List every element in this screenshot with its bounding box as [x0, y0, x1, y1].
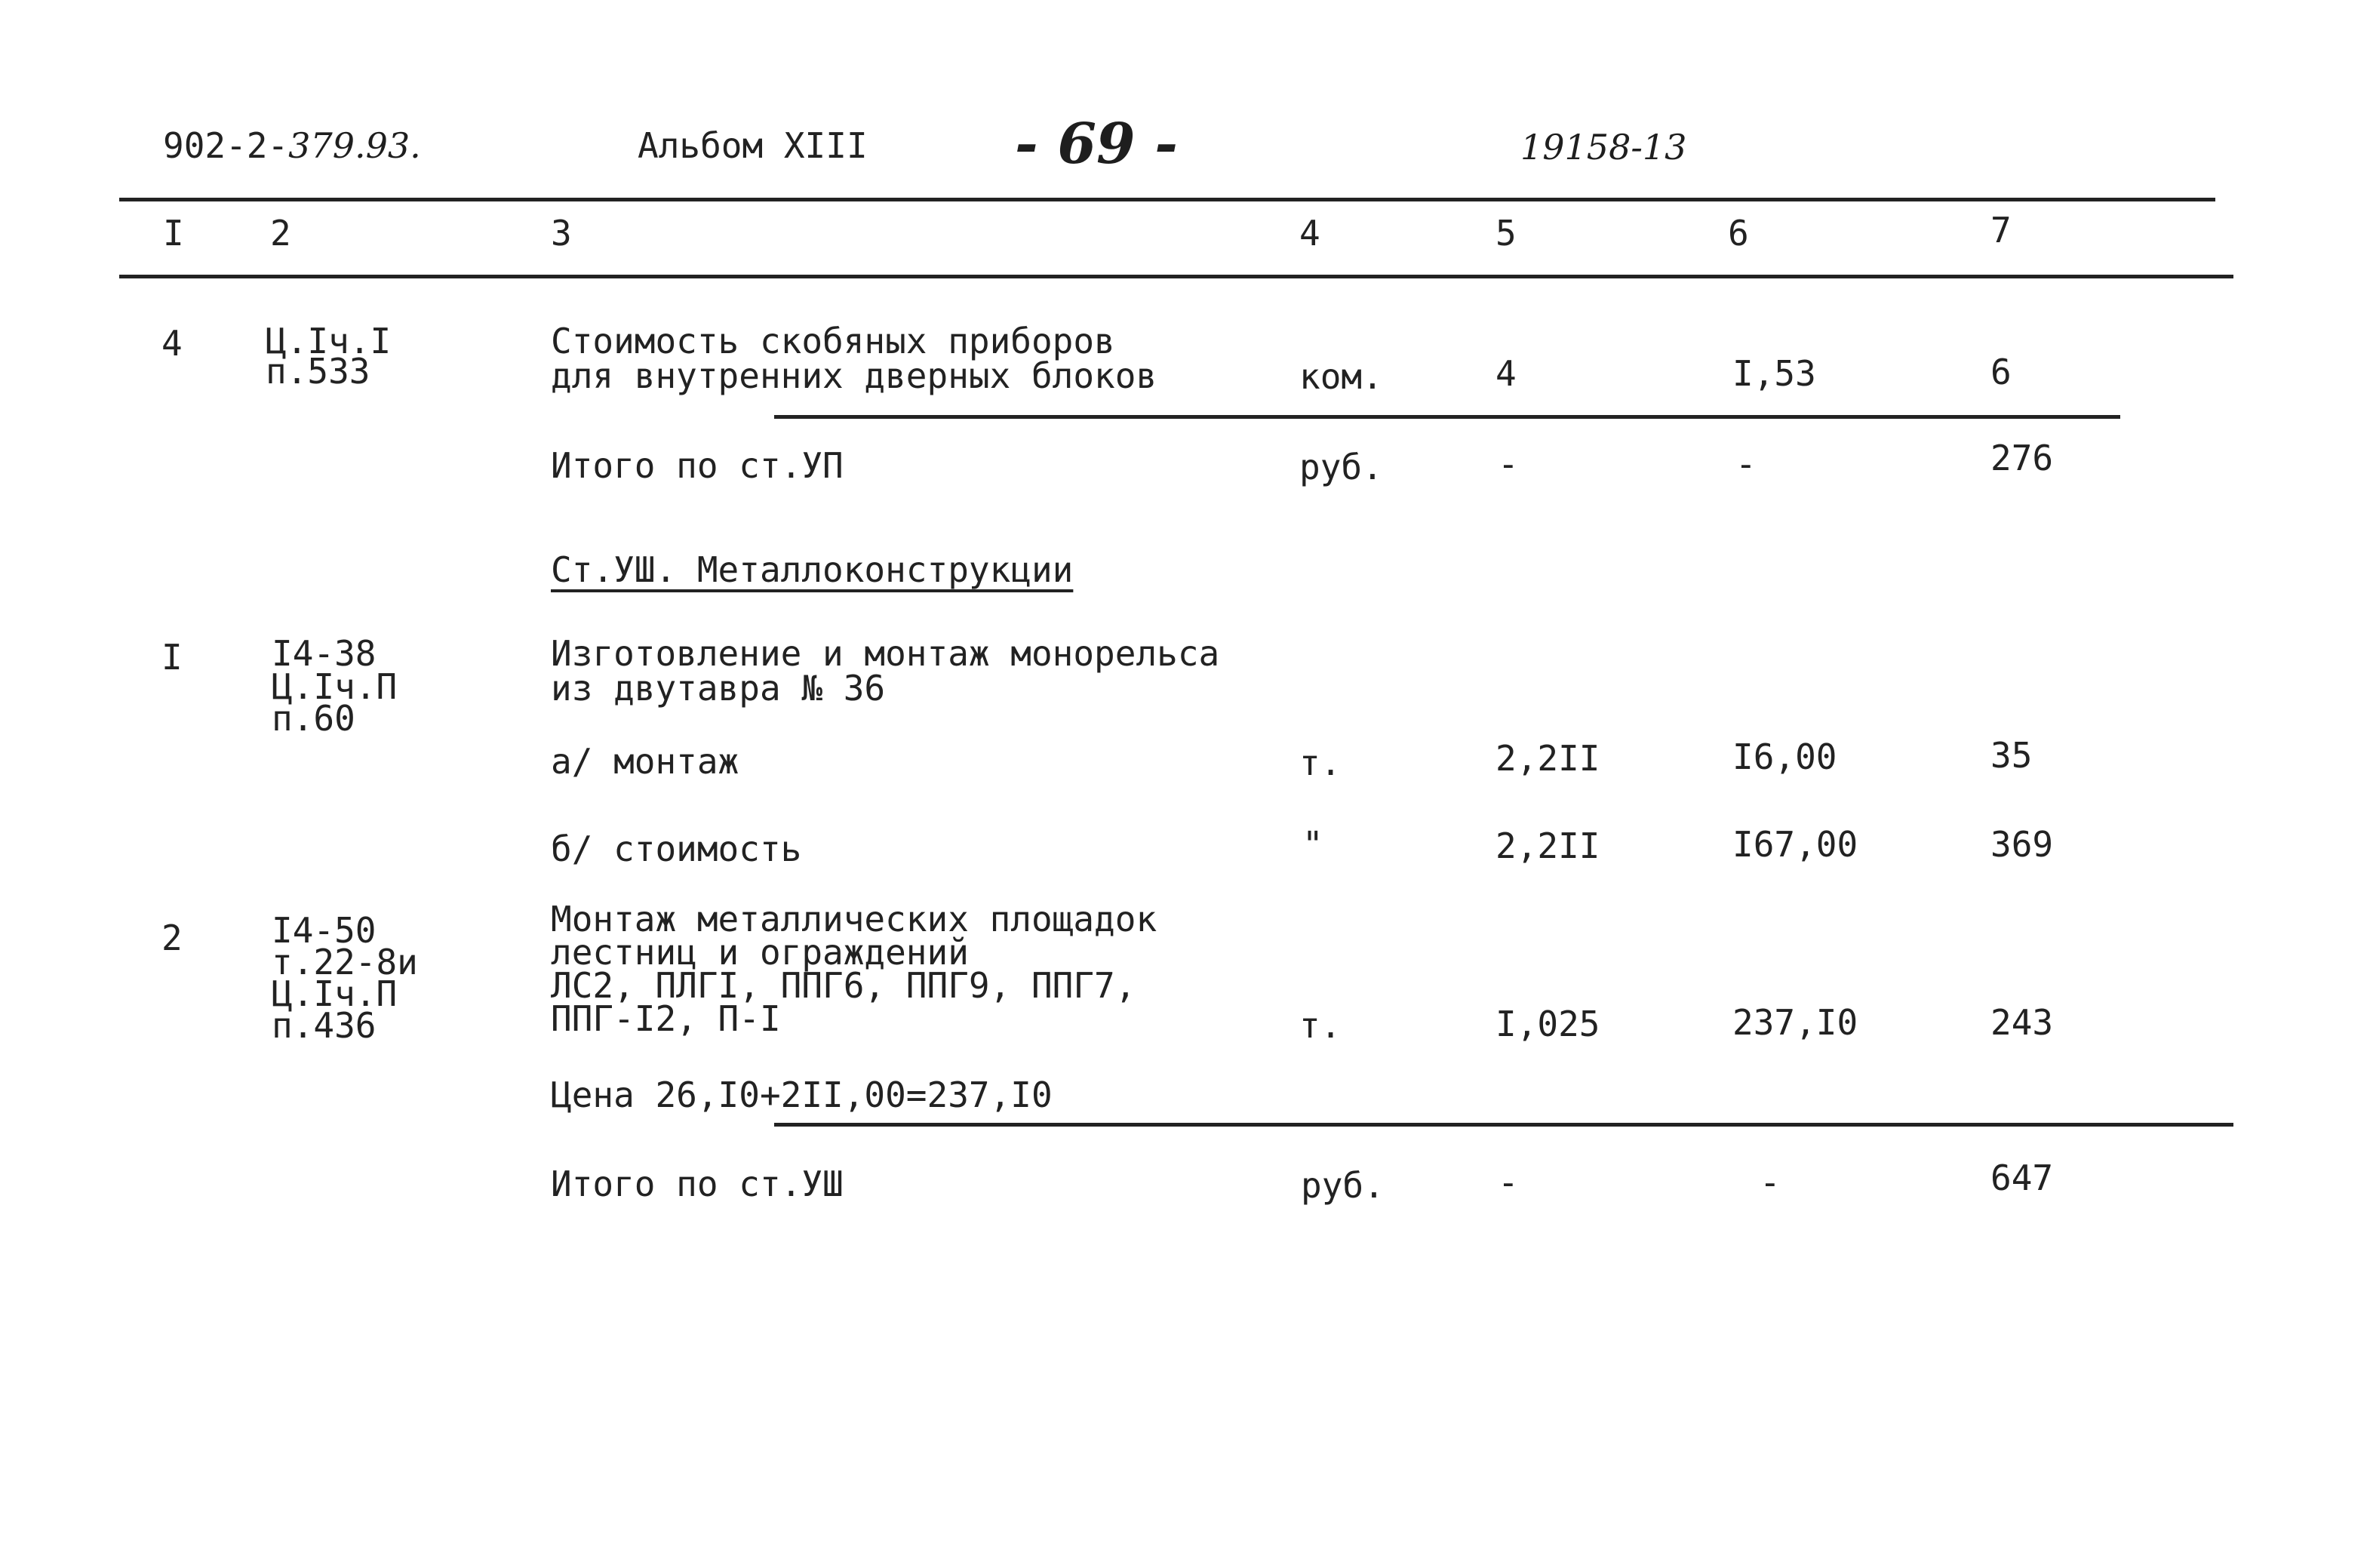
subtotal-price: -: [1760, 1162, 1781, 1203]
column-header-1: I: [163, 213, 184, 254]
subrow-description: а/ монтаж: [551, 741, 739, 782]
row-unit: т.: [1299, 1005, 1342, 1046]
subrow-total: 35: [1990, 735, 2033, 776]
description-line: Стоимость скобяных приборов: [551, 321, 1115, 361]
subtotal-total: 647: [1990, 1158, 2054, 1198]
subtotal-price: -: [1735, 444, 1757, 484]
header-rule-bottom: [119, 275, 2233, 278]
reference-line: п.436: [272, 1005, 377, 1046]
sheet-code: 19158-13: [1520, 127, 1687, 168]
section-title: Ст.УШ. Металлоконструкции: [551, 549, 1074, 590]
row-quantity: I,025: [1495, 1004, 1600, 1044]
subrow-unit: ": [1302, 824, 1323, 865]
album-label: Альбом XIII: [638, 125, 868, 166]
row-description: [551, 323, 1157, 394]
reference-line: I4-38: [272, 633, 377, 674]
reference-line: Ц.Iч.I: [266, 321, 392, 361]
description-line: Монтаж металлических площадок: [551, 899, 1157, 939]
column-header-4: 4: [1299, 213, 1320, 254]
column-header-5: 5: [1495, 213, 1517, 254]
document-code: [163, 125, 421, 166]
subtotal-quantity: -: [1498, 1162, 1519, 1203]
reference-line: Ц.Iч.П: [272, 666, 398, 707]
row-rule: [774, 1123, 2233, 1127]
description-line: ППГ-I2, П-I: [551, 998, 781, 1039]
subtotal-label: Итого по ст.УШ: [551, 1164, 844, 1204]
subrow-unit: т.: [1299, 742, 1342, 783]
reference-line: Ц.Iч.П: [272, 973, 398, 1014]
row-description: [551, 633, 1220, 709]
subrow-quantity: 2,2II: [1495, 826, 1600, 866]
subtotal-total: 276: [1990, 438, 2054, 478]
row-rule: [774, 415, 2120, 419]
subrow-quantity: 2,2II: [1495, 738, 1600, 779]
column-header-3: 3: [551, 213, 572, 254]
row-reference: [266, 321, 392, 392]
description-line: лестниц и ограждений: [551, 932, 969, 973]
description-line: для внутренних дверных блоков: [551, 355, 1157, 396]
description-line: ЛС2, ПЛГI, ППГ6, ППГ9, ППГ7,: [551, 965, 1136, 1006]
page-number: - 69 -: [1015, 112, 1178, 177]
reference-line: I4-50: [272, 910, 377, 951]
subtotal-unit: руб.: [1301, 1165, 1385, 1206]
description-line: из двутавра № 36: [551, 668, 886, 709]
subtotal-label: Итого по ст.УП: [551, 445, 844, 486]
subrow-total: 369: [1990, 824, 2054, 865]
row-unit-price: I,53: [1732, 353, 1816, 394]
row-reference: [272, 633, 398, 739]
subrow-unit-price: I6,00: [1732, 736, 1837, 777]
column-header-2: 2: [270, 213, 291, 254]
subrow-unit-price: I67,00: [1732, 824, 1858, 865]
row-number: 4: [161, 323, 183, 364]
row-total: 243: [1990, 1002, 2054, 1043]
row-reference: [272, 910, 418, 1046]
column-header-6: 6: [1728, 213, 1749, 254]
subtotal-quantity: -: [1498, 444, 1519, 484]
row-description: [551, 899, 1157, 1039]
reference-line: п.533: [266, 351, 370, 392]
price-note: Цена 26,I0+2II,00=237,I0: [551, 1075, 1053, 1115]
row-unit: ком.: [1299, 356, 1383, 397]
row-number: 2: [161, 918, 183, 958]
reference-line: п.60: [272, 698, 355, 739]
row-number: I: [161, 637, 183, 678]
row-unit-price: 237,I0: [1732, 1002, 1858, 1043]
subrow-description: б/ стоимость: [551, 829, 802, 869]
row-quantity: 4: [1495, 353, 1517, 394]
description-line: Изготовление и монтаж монорельса: [551, 633, 1220, 674]
document-code-printed: 902-2-: [163, 125, 289, 166]
reference-line: т.22-8и: [272, 942, 418, 982]
row-total: 6: [1990, 352, 2012, 392]
column-header-7: 7: [1990, 210, 2012, 251]
header-rule-top: [119, 198, 2215, 201]
subtotal-unit: руб.: [1299, 447, 1383, 487]
document-code-handwritten: 379.93.: [288, 125, 421, 166]
